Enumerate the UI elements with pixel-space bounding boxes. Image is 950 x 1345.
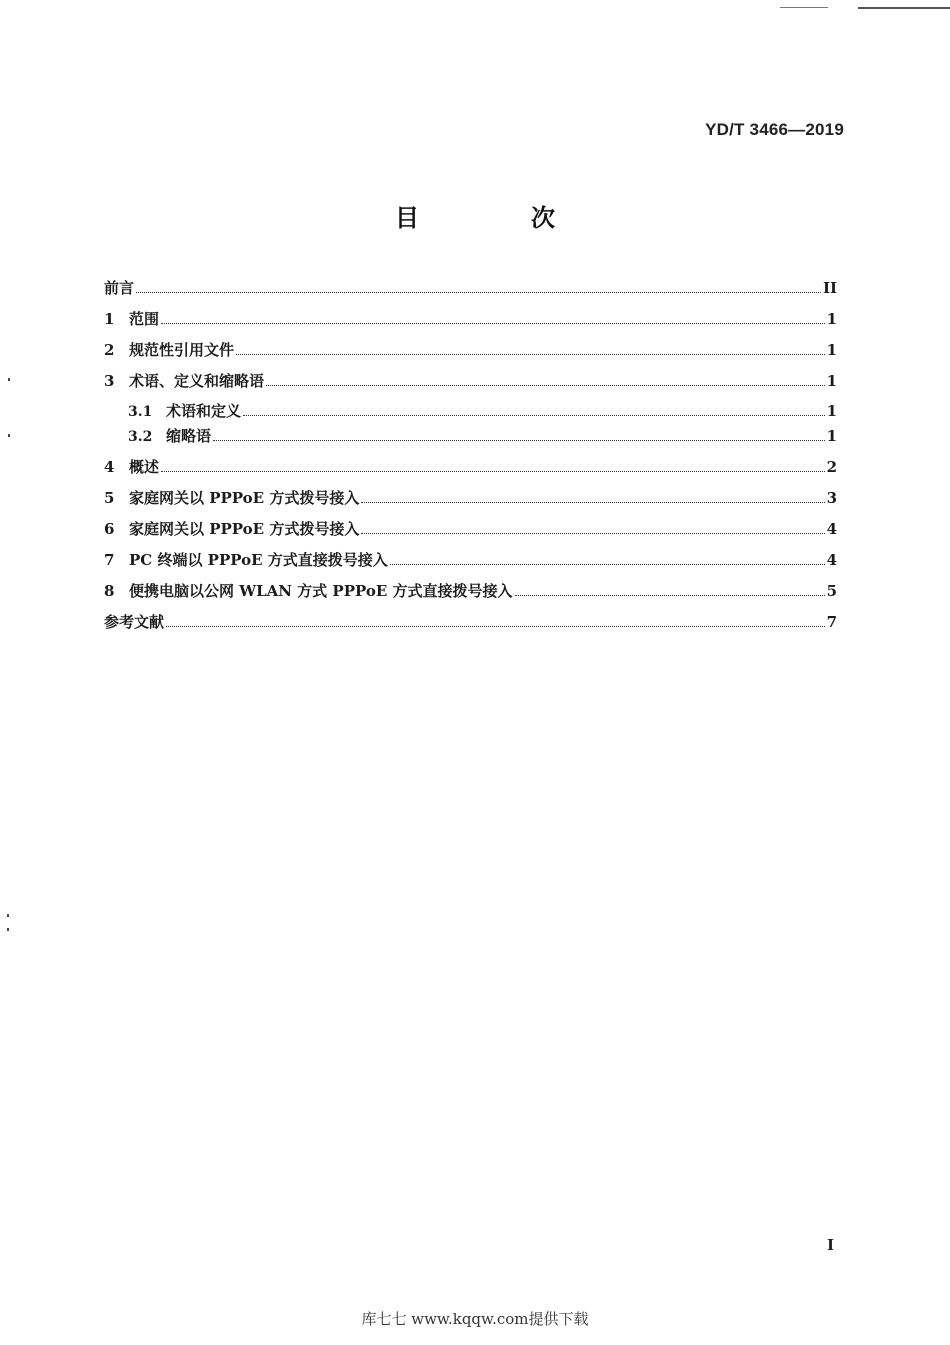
toc-entry-number: 3.2 [128,429,153,445]
toc-dot-leader [266,385,825,386]
toc-entry-section-5[interactable] [104,487,837,509]
toc-dot-leader [161,323,825,324]
toc-entry-page: 7 [826,613,837,631]
toc-entry-label: 术语和定义 [166,402,242,420]
toc-entry-abbreviations[interactable] [104,425,837,447]
scan-artifact-line [780,7,828,8]
toc-entry-page: 3 [826,489,837,507]
page-title: 目 次 [395,204,599,232]
toc-entry-label: 范围 [129,310,160,328]
toc-dot-leader [515,595,825,596]
toc-entry-bibliography[interactable] [104,611,837,633]
page-number: I [826,1236,834,1254]
toc-entry-section-6[interactable] [104,518,837,540]
toc-entry-page: 1 [826,402,837,420]
toc-entry-label: 参考文献 [104,613,165,631]
toc-entry-label: 概述 [129,458,160,476]
toc-entry-number: 8 [104,582,115,600]
toc-entry-label: 家庭网关以 PPPoE 方式拨号接入 [129,489,360,507]
toc-entry-label: 前言 [104,279,135,297]
toc-entry-overview[interactable] [104,456,837,478]
scan-speck [8,434,10,437]
toc-entry-label: 术语、定义和缩略语 [129,372,265,390]
toc-entry-page: 4 [826,551,837,569]
scan-speck [8,378,10,381]
toc-entry-foreword[interactable] [104,277,837,299]
toc-dot-leader [361,533,824,534]
toc-entry-page: 1 [826,427,837,445]
toc-entry-scope[interactable] [104,308,837,330]
toc-entry-number: 5 [104,489,115,507]
toc-entry-normative-references[interactable] [104,339,837,361]
toc-dot-leader [213,440,825,441]
toc-entry-number: 2 [104,341,115,359]
toc-dot-leader [236,354,825,355]
download-source-footer: 库七七 www.kqqw.com提供下载 [361,1310,589,1328]
toc-dot-leader [161,471,825,472]
toc-entry-label: 便携电脑以公网 WLAN 方式 PPPoE 方式直接拨号接入 [129,582,513,600]
toc-entry-number: 4 [104,458,115,476]
toc-entry-section-8[interactable] [104,580,837,602]
toc-entry-number: 3.1 [128,404,153,420]
toc-entry-page: 2 [826,458,837,476]
toc-entry-section-7[interactable] [104,549,837,571]
toc-entry-page: 4 [826,520,837,538]
toc-entry-page: 1 [826,341,837,359]
toc-entry-number: 3 [104,372,115,390]
toc-entry-label: 规范性引用文件 [129,341,235,359]
toc-entry-number: 1 [104,310,115,328]
standard-number: YD/T 3466—2019 [705,120,844,139]
toc-dot-leader [166,626,825,627]
toc-entry-page: 1 [826,372,837,390]
toc-dot-leader [390,564,825,565]
toc-entry-number: 6 [104,520,115,538]
toc-entry-label: 家庭网关以 PPPoE 方式拨号接入 [129,520,360,538]
toc-dot-leader [243,415,825,416]
toc-dot-leader [136,292,821,293]
scan-artifact-line [858,7,950,9]
toc-entry-label: PC 终端以 PPPoE 方式直接拨号接入 [129,551,388,569]
toc-entry-terms-definitions[interactable] [104,400,837,422]
toc-entry-page: II [822,279,837,297]
toc-entry-terms[interactable] [104,370,837,392]
scan-speck [7,914,9,917]
toc-entry-number: 7 [104,551,115,569]
scan-speck [7,928,9,931]
toc-entry-page: 1 [826,310,837,328]
toc-dot-leader [361,502,824,503]
toc-entry-page: 5 [826,582,837,600]
toc-entry-label: 缩略语 [166,427,212,445]
